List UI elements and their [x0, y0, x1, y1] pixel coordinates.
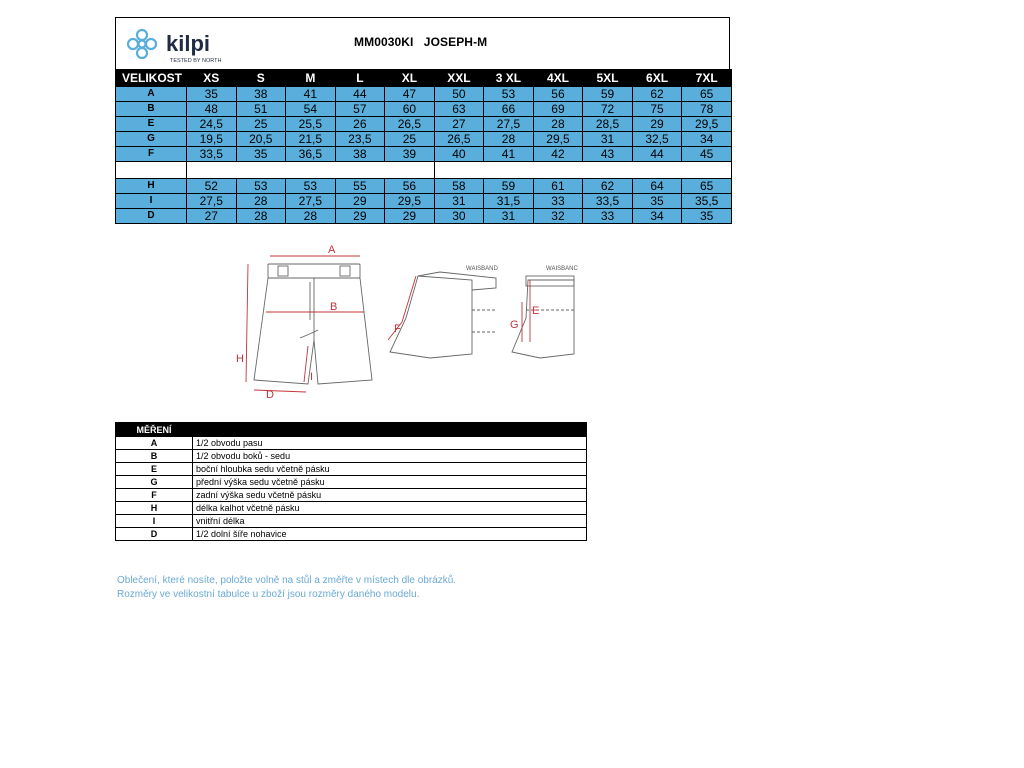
size-value-cell: 29,5: [682, 117, 732, 132]
legend-row-h: [116, 502, 587, 515]
legend-key: H: [116, 502, 193, 515]
size-value-cell: 28,5: [583, 117, 633, 132]
size-row-h: [116, 179, 732, 194]
size-value-cell: 20,5: [236, 132, 286, 147]
size-value-cell: 35: [682, 209, 732, 224]
size-value-cell: 35,5: [682, 194, 732, 209]
size-value-cell: 35: [632, 194, 682, 209]
size-value-cell: 26,5: [434, 132, 484, 147]
measurement-key: D: [116, 209, 187, 224]
size-column-header: 7XL: [682, 70, 732, 87]
size-value-cell: 38: [335, 147, 385, 162]
size-value-cell: 25: [385, 132, 435, 147]
size-value-cell: 38: [236, 87, 286, 102]
front-label-b: B: [330, 301, 338, 313]
size-value-cell: 51: [236, 102, 286, 117]
front-label-d: D: [266, 389, 274, 401]
legend-key: G: [116, 476, 193, 489]
measurement-key: F: [116, 147, 187, 162]
size-value-cell: 30: [434, 209, 484, 224]
size-value-cell: 66: [484, 102, 534, 117]
waistband-label-1: WAISBAND: [466, 266, 498, 272]
size-value-cell: 35: [236, 147, 286, 162]
legend-key: F: [116, 489, 193, 502]
klin-row: [116, 162, 732, 179]
legend-description: boční hloubka sedu včetně pásku: [193, 463, 587, 476]
size-row-g: [116, 132, 732, 147]
size-column-header: XL: [385, 70, 435, 87]
front-label-i: I: [310, 371, 314, 383]
size-value-cell: 28: [484, 132, 534, 147]
front-label-a: A: [328, 244, 336, 256]
legend-key: A: [116, 437, 193, 450]
size-row-e: [116, 117, 732, 132]
size-column-header: 5XL: [583, 70, 633, 87]
note-line-1: Oblečení, které nosíte, položte volně na stůl a změřte v místech dle obrázků.: [117, 575, 457, 586]
size-value-cell: 41: [484, 147, 534, 162]
legend-row-e: [116, 463, 587, 476]
size-value-cell: 62: [583, 179, 633, 194]
size-value-cell: 56: [385, 179, 435, 194]
side-label-f: F: [394, 323, 401, 335]
size-value-cell: 58: [434, 179, 484, 194]
size-value-cell: 42: [533, 147, 583, 162]
legend-row-g: [116, 476, 587, 489]
size-value-cell: 28: [533, 117, 583, 132]
size-value-cell: 75: [632, 102, 682, 117]
size-value-cell: 39: [385, 147, 435, 162]
legend-description: zadní výška sedu včetně pásku: [193, 489, 587, 502]
size-value-cell: 36,5: [286, 147, 336, 162]
size-value-cell: 26,5: [385, 117, 435, 132]
measurement-legend: [115, 422, 587, 541]
measuring-note: [117, 574, 456, 602]
size-value-cell: 26: [335, 117, 385, 132]
size-row-d: [116, 209, 732, 224]
size-value-cell: 29: [385, 209, 435, 224]
legend-key: D: [116, 528, 193, 541]
brand-tagline: TESTED BY NORTH: [170, 58, 222, 64]
size-value-cell: 19,5: [187, 132, 237, 147]
legend-row-i: [116, 515, 587, 528]
size-value-cell: 28: [286, 209, 336, 224]
size-value-cell: 64: [632, 179, 682, 194]
size-value-cell: 34: [632, 209, 682, 224]
size-value-cell: 63: [434, 102, 484, 117]
legend-row-a: [116, 437, 587, 450]
size-column-header: S: [236, 70, 286, 87]
size-row-a: [116, 87, 732, 102]
size-value-cell: 57: [335, 102, 385, 117]
size-value-cell: 28: [236, 194, 286, 209]
size-value-cell: 27,5: [484, 117, 534, 132]
legend-description: 1/2 obvodu boků - sedu: [193, 450, 587, 463]
side-view-diagram-2: [512, 276, 574, 358]
size-value-cell: 53: [484, 87, 534, 102]
size-value-cell: 23,5: [335, 132, 385, 147]
side-label-g: G: [510, 319, 519, 331]
size-value-cell: 33,5: [187, 147, 237, 162]
measurement-key: I: [116, 194, 187, 209]
legend-description: délka kalhot včetně pásku: [193, 502, 587, 515]
size-header-label: VELIKOST: [116, 70, 187, 87]
size-row-f: [116, 147, 732, 162]
size-value-cell: 27: [187, 209, 237, 224]
legend-header-blank: [193, 423, 587, 437]
legend-description: 1/2 obvodu pasu: [193, 437, 587, 450]
waistband-label-2: WAISBANC: [546, 266, 578, 272]
size-row-i: [116, 194, 732, 209]
size-value-cell: 52: [187, 179, 237, 194]
legend-table: [115, 422, 587, 541]
side-label-e: E: [532, 305, 540, 317]
legend-row-f: [116, 489, 587, 502]
size-value-cell: 53: [286, 179, 336, 194]
klin-label: KLÍN: [116, 162, 187, 179]
size-column-header: XS: [187, 70, 237, 87]
legend-description: vnitřní délka: [193, 515, 587, 528]
front-view-diagram: [254, 264, 372, 384]
size-row-b: [116, 102, 732, 117]
size-value-cell: 33,5: [583, 194, 633, 209]
legend-description: přední výška sedu včetně pásku: [193, 476, 587, 489]
size-value-cell: 61: [533, 179, 583, 194]
size-column-header: M: [286, 70, 336, 87]
size-value-cell: 32,5: [632, 132, 682, 147]
size-table: [115, 69, 732, 224]
size-value-cell: 65: [682, 87, 732, 102]
size-value-cell: 28: [236, 209, 286, 224]
size-column-header: 3 XL: [484, 70, 534, 87]
size-value-cell: 72: [583, 102, 633, 117]
size-value-cell: 29: [632, 117, 682, 132]
size-value-cell: 31,5: [484, 194, 534, 209]
size-value-cell: 29: [335, 209, 385, 224]
chart-header: [115, 17, 730, 69]
size-value-cell: 60: [385, 102, 435, 117]
legend-row-b: [116, 450, 587, 463]
size-value-cell: 35: [187, 87, 237, 102]
size-value-cell: 45: [682, 147, 732, 162]
side-view-diagram-1: [390, 272, 496, 358]
size-header-row: [116, 70, 732, 87]
size-value-cell: 29,5: [385, 194, 435, 209]
kilpi-logo: [122, 22, 232, 66]
klin-value-large: 42 X 10: [434, 162, 731, 179]
size-value-cell: 33: [533, 194, 583, 209]
measurement-key: A: [116, 87, 187, 102]
size-value-cell: 25,5: [286, 117, 336, 132]
size-value-cell: 41: [286, 87, 336, 102]
size-value-cell: 40: [434, 147, 484, 162]
size-column-header: XXL: [434, 70, 484, 87]
size-chart-sheet: [115, 17, 730, 224]
legend-key: E: [116, 463, 193, 476]
size-value-cell: 55: [335, 179, 385, 194]
size-value-cell: 27,5: [187, 194, 237, 209]
size-value-cell: 59: [583, 87, 633, 102]
size-value-cell: 33: [583, 209, 633, 224]
note-line-2: Rozměry ve velikostní tabulce u zboží jsou rozměry daného modelu.: [117, 589, 420, 600]
legend-header-row: [116, 423, 587, 437]
size-value-cell: 44: [632, 147, 682, 162]
size-value-cell: 27: [434, 117, 484, 132]
size-value-cell: 47: [385, 87, 435, 102]
measurement-key: H: [116, 179, 187, 194]
legend-header: MĚŘENÍ: [116, 423, 193, 437]
product-title: MM0030KI JOSEPH-M: [354, 35, 488, 49]
size-value-cell: 21,5: [286, 132, 336, 147]
measurement-key: B: [116, 102, 187, 117]
measurement-key: G: [116, 132, 187, 147]
size-value-cell: 44: [335, 87, 385, 102]
size-column-header: 6XL: [632, 70, 682, 87]
measurement-key: E: [116, 117, 187, 132]
size-value-cell: 43: [583, 147, 633, 162]
size-column-header: L: [335, 70, 385, 87]
measurement-diagrams: [236, 242, 590, 401]
size-value-cell: 27,5: [286, 194, 336, 209]
size-value-cell: 31: [484, 209, 534, 224]
size-value-cell: 56: [533, 87, 583, 102]
size-value-cell: 31: [583, 132, 633, 147]
size-value-cell: 31: [434, 194, 484, 209]
size-value-cell: 69: [533, 102, 583, 117]
size-value-cell: 50: [434, 87, 484, 102]
size-value-cell: 59: [484, 179, 534, 194]
size-value-cell: 24,5: [187, 117, 237, 132]
legend-description: 1/2 dolní šíře nohavice: [193, 528, 587, 541]
legend-key: I: [116, 515, 193, 528]
size-value-cell: 32: [533, 209, 583, 224]
size-value-cell: 54: [286, 102, 336, 117]
size-value-cell: 53: [236, 179, 286, 194]
brand-name: kilpi: [166, 31, 211, 56]
size-value-cell: 48: [187, 102, 237, 117]
size-value-cell: 29: [335, 194, 385, 209]
size-value-cell: 65: [682, 179, 732, 194]
size-value-cell: 78: [682, 102, 732, 117]
size-value-cell: 34: [682, 132, 732, 147]
size-value-cell: 29,5: [533, 132, 583, 147]
legend-row-d: [116, 528, 587, 541]
size-column-header: 4XL: [533, 70, 583, 87]
klin-value-small: 40 X 8,5: [187, 162, 435, 179]
size-value-cell: 25: [236, 117, 286, 132]
legend-key: B: [116, 450, 193, 463]
front-label-h: H: [236, 353, 244, 365]
size-value-cell: 62: [632, 87, 682, 102]
